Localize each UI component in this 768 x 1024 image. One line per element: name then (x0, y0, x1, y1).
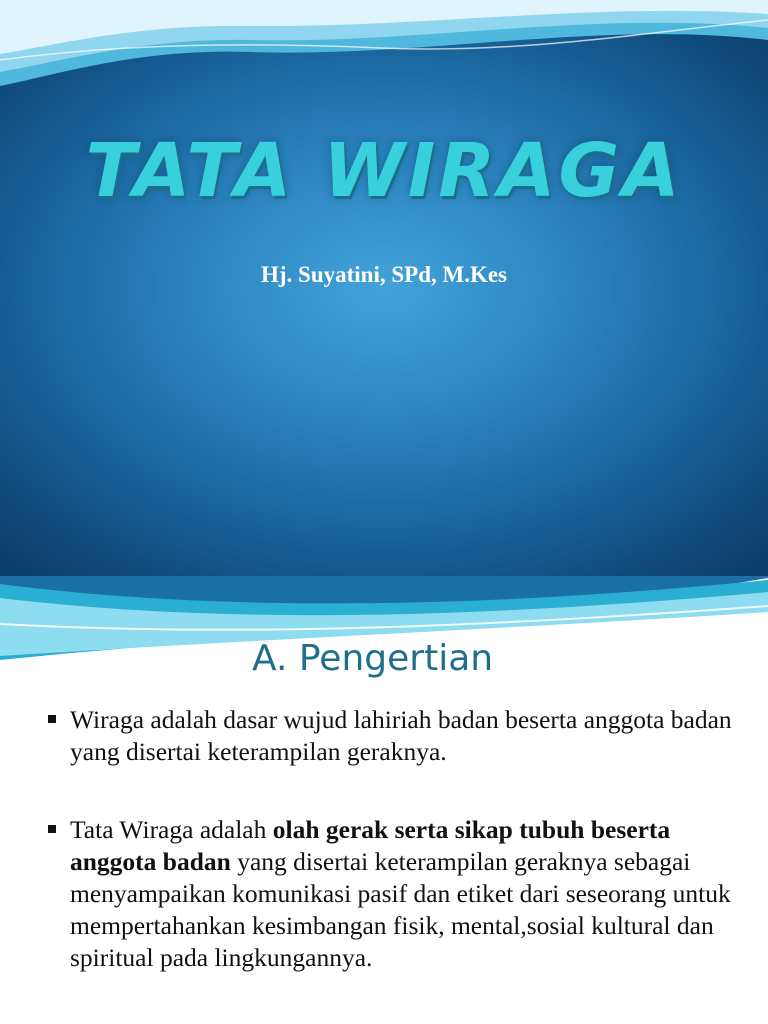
bullet-text-bold: olah gerak serta sikap tubuh beserta anggota badan (70, 815, 671, 876)
content-slide (0, 576, 768, 1024)
square-bullet-icon (48, 715, 56, 723)
square-bullet-icon (48, 825, 56, 833)
bullet-text: Wiraga adalah dasar wujud lahiriah badan beserta anggota badan yang disertai keterampilan geraknya. (70, 705, 732, 766)
bullet-text-lead: Tata Wiraga adalah (70, 815, 273, 844)
presentation-title: TATA WIRAGA (85, 128, 683, 214)
bullet-item (0, 814, 768, 974)
section-heading: A. Pengertian (252, 638, 494, 679)
bullet-item (0, 704, 768, 768)
bullet-text-rest: yang disertai keterampilan geraknya sebagai menyampaikan komunikasi pasif dan etiket dari seseorang untuk mempertahankan kesimbangan fisik, mental,sosial kultural dan spiritual pada lingkungannya. (70, 847, 731, 972)
top-wave-decoration (0, 0, 768, 96)
author-name: Hj. Suyatini, SPd, M.Kes (260, 262, 507, 287)
bullet-list (0, 704, 768, 974)
